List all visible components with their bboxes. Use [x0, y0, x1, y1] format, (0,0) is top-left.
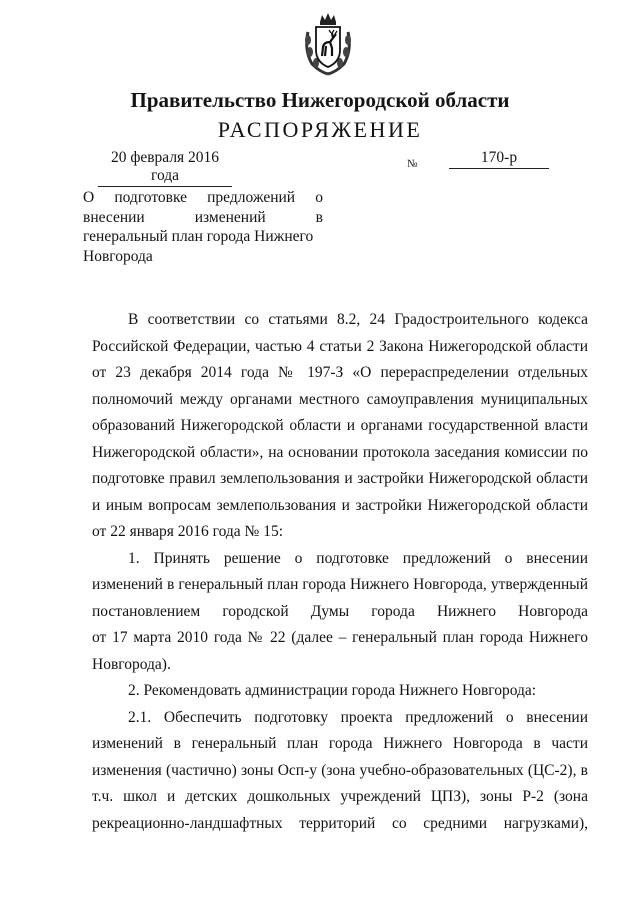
text-line: т.ч. школ и детских дошкольных учреждений ЦПЗ), зоны Р-2 (зона — [92, 788, 588, 805]
text-line: Нижегородской области», на основании протокола заседания комиссии по — [92, 443, 588, 461]
text-line: полномочий между органами местного самоуправления муниципальных — [92, 390, 588, 408]
preamble-paragraph — [92, 307, 588, 546]
text-line: подготовке правил землепользования и застройки Нижегородской области — [92, 470, 588, 487]
subject-line: внесении изменений в — [83, 208, 323, 226]
text-line: от 23 декабря 2014 года № 197-З «О перераспределении отдельных — [92, 364, 588, 381]
document-date: 20 февраля 2016 года — [98, 149, 232, 187]
subject-line: О подготовке предложений о — [83, 189, 323, 206]
item-1-paragraph — [92, 546, 588, 679]
text-line: образований Нижегородской области и органами государственной власти — [92, 417, 588, 434]
text-line: Российской Федерации, частью 4 статьи 2 Закона Нижегородской области — [92, 337, 588, 355]
document-type: РАСПОРЯЖЕНИЕ — [217, 117, 423, 142]
text-line: от 17 марта 2010 года № 22 (далее – генеральный план города Нижнего — [92, 629, 588, 646]
item-2-paragraph: 2. Рекомендовать администрации города Нижнего Новгорода: — [128, 682, 537, 699]
text-line: и иным вопросам землепользования и застройки Нижегородской области — [92, 496, 588, 514]
text-line: от 22 января 2016 года № 15: — [92, 523, 284, 540]
document-body — [92, 307, 588, 837]
subject-line: генеральный план города Нижнего — [83, 228, 314, 245]
text-line: изменения (частично) зоны Осп-у (зона учебно-образовательных (ЦС-2), в — [92, 761, 588, 779]
item-2-1-paragraph — [92, 705, 588, 838]
text-line: рекреационно-ландшафтных территорий со средними нагрузками), — [92, 814, 588, 832]
number-label: № — [407, 158, 418, 170]
coat-of-arms-emblem — [302, 12, 354, 76]
text-line: изменений в генеральный план города Нижнего Новгорода в части — [92, 735, 588, 752]
text-line: 1. Принять решение о подготовке предложений о внесении — [128, 549, 588, 567]
text-line: Новгорода). — [92, 655, 171, 673]
document-number: 170-р — [449, 149, 549, 169]
text-line: В соответствии со статьями 8.2, 24 Градостроительного кодекса — [128, 311, 588, 328]
subject-line: Новгорода — [83, 247, 153, 265]
organization-title: Правительство Нижегородской области — [130, 88, 510, 112]
document-subject — [83, 188, 323, 266]
text-line: изменений в генеральный план города Нижнего Новгорода, утвержденный — [92, 576, 588, 593]
text-line: постановлением городской Думы города Нижнего Новгорода — [92, 602, 588, 620]
text-line: 2.1. Обеспечить подготовку проекта предложений о внесении — [128, 708, 588, 726]
